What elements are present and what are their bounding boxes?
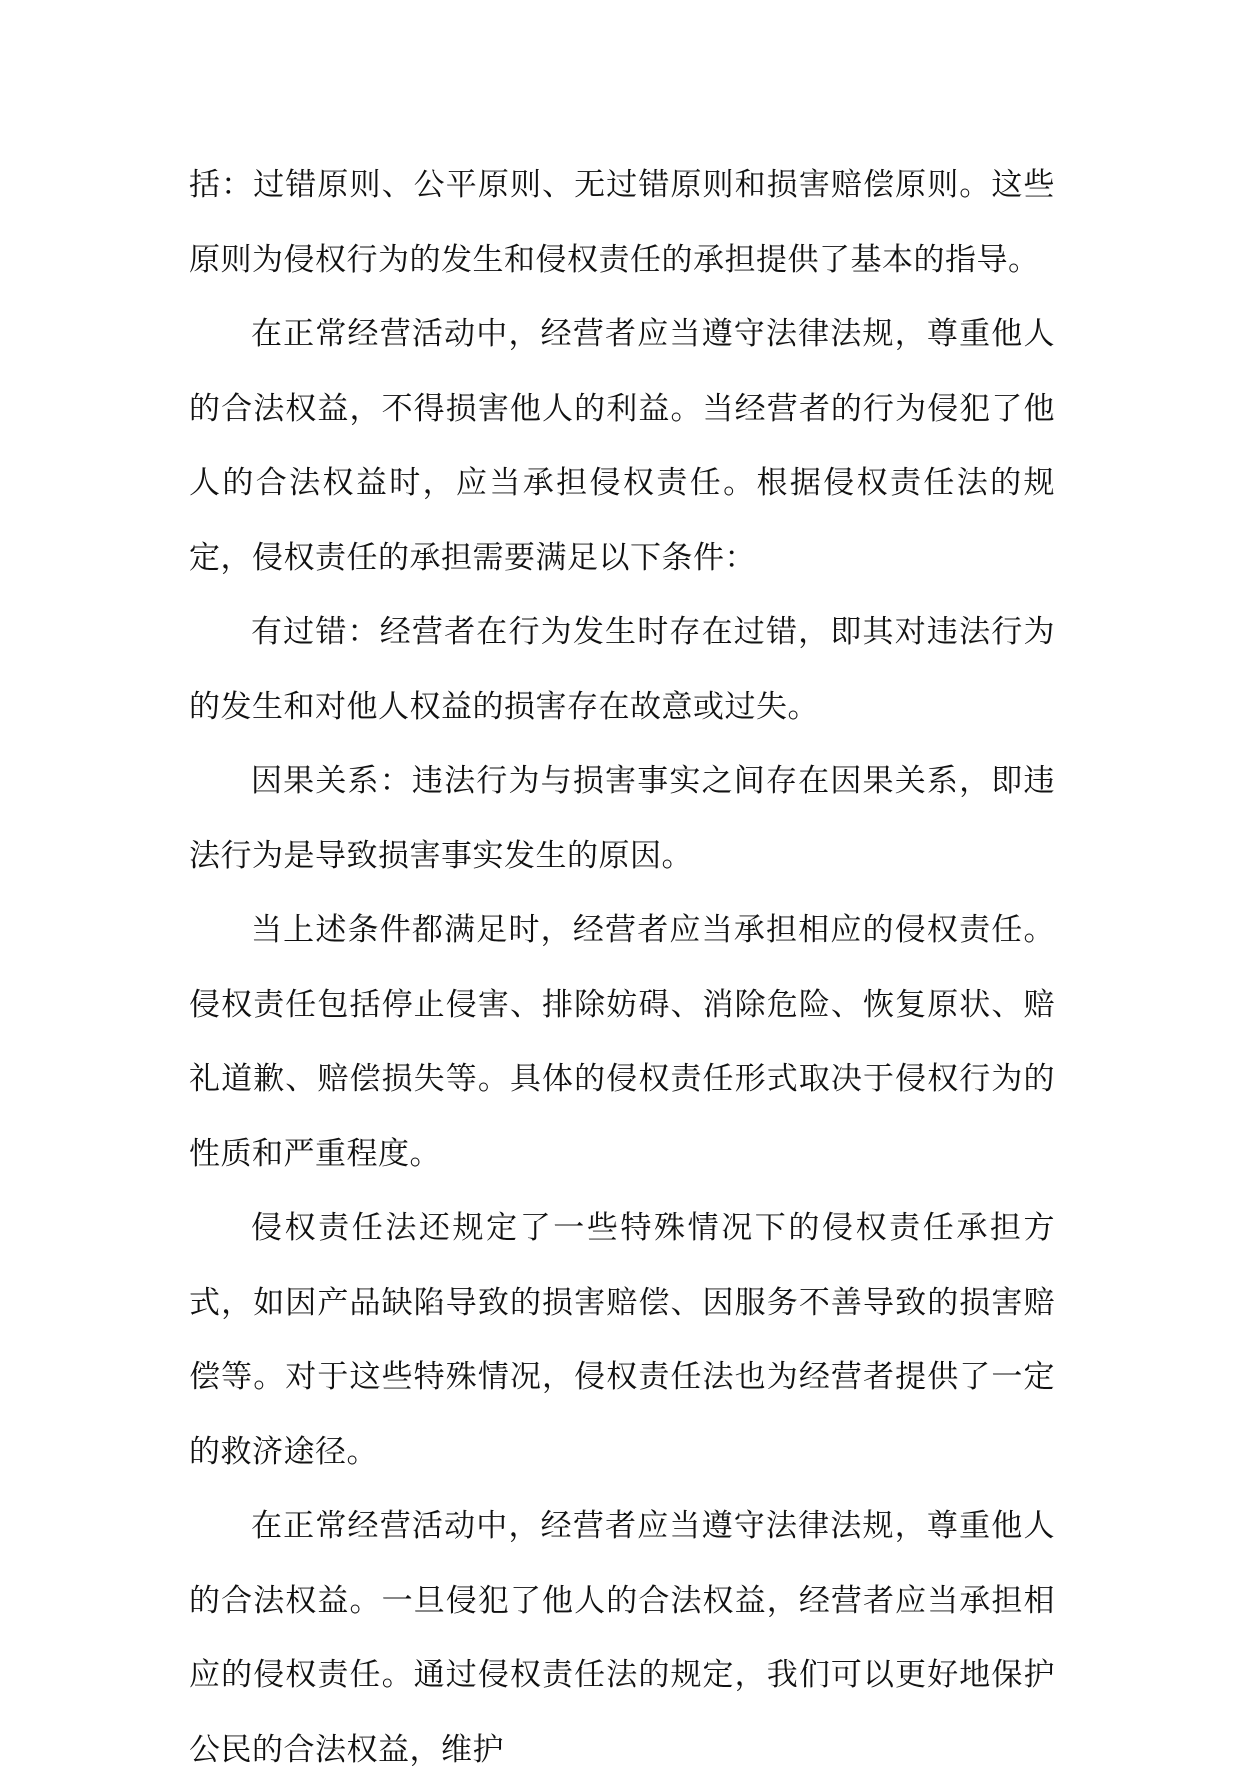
body-text	[189, 148, 1055, 1787]
paragraph-2: 在正常经营活动中，经营者应当遵守法律法规，尊重他人的合法权益，不得损害他人的利益。当经营者的行为侵犯了他人的合法权益时，应当承担侵权责任。根据侵权责任法的规定，侵权责任的承担需要满足以下条件：	[189, 316, 1055, 576]
paragraph-4: 因果关系：违法行为与损害事实之间存在因果关系，即违法行为是导致损害事实发生的原因。	[189, 763, 1055, 874]
paragraph-7: 在正常经营活动中，经营者应当遵守法律法规，尊重他人的合法权益。一旦侵犯了他人的合法权益，经营者应当承担相应的侵权责任。通过侵权责任法的规定，我们可以更好地保护公民的合法权益，维护	[189, 1508, 1055, 1768]
paragraph-1: 括：过错原则、公平原则、无过错原则和损害赔偿原则。这些原则为侵权行为的发生和侵权责任的承担提供了基本的指导。	[189, 167, 1055, 278]
paragraph-6: 侵权责任法还规定了一些特殊情况下的侵权责任承担方式，如因产品缺陷导致的损害赔偿、因服务不善导致的损害赔偿等。对于这些特殊情况，侵权责任法也为经营者提供了一定的救济途径。	[189, 1210, 1055, 1470]
paragraph-3: 有过错：经营者在行为发生时存在过错，即其对违法行为的发生和对他人权益的损害存在故意或过失。	[189, 614, 1055, 725]
paragraph-5: 当上述条件都满足时，经营者应当承担相应的侵权责任。侵权责任包括停止侵害、排除妨碍、消除危险、恢复原状、赔礼道歉、赔偿损失等。具体的侵权责任形式取决于侵权行为的性质和严重程度。	[189, 912, 1055, 1172]
